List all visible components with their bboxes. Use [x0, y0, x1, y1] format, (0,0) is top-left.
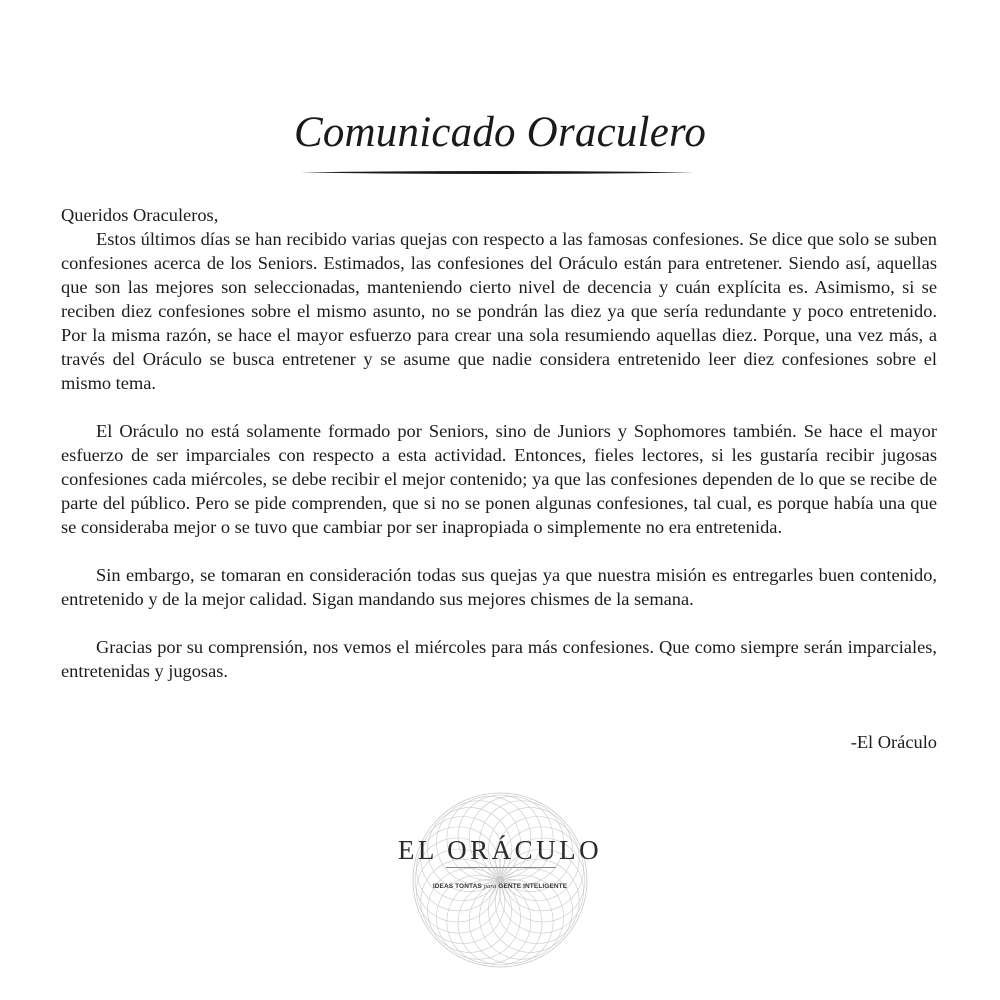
paragraph-4: Gracias por su comprensión, nos vemos el miércoles para más confesiones. Que como siempre serán imparciales, entretenidas y jugosas. — [61, 637, 937, 681]
page-title: Comunicado Oraculero — [293, 109, 707, 156]
tagline-end: GENTE INTELIGENTE — [496, 883, 568, 890]
letter-body — [61, 203, 937, 683]
tagline-mid: para — [483, 883, 497, 890]
title-divider — [300, 170, 694, 175]
logo-name: EL ORÁCULO — [397, 835, 603, 865]
logo-underline — [446, 867, 556, 868]
emblem-ring — [495, 860, 579, 944]
paragraph-1: Estos últimos días se han recibido varias quejas con respecto a las famosas confesiones. Se dice que solo se suben confesiones acerca de los Seniors. Estimados, las confesiones del Oráculo están para entretener. Siendo así, aquellas que son las mejores son seleccionadas, manteniendo cierto nivel de decencia y cuán explícita es. Asimismo, si se reciben diez confesiones sobre el mismo asunto, no se pondrán las diez ya que sería redundante y poco entretenido. Por la misma razón, se hace el mayor esfuerzo para crear una sola resumiendo aquellas diez. Porque, una vez más, a través del Oráculo se busca entretener y se asume que nadie considera entretenido leer diez confesiones sobre el mismo tema. — [61, 229, 937, 393]
signature: -El Oráculo — [850, 732, 937, 752]
emblem-outer-ring — [413, 793, 587, 967]
logo-tagline — [0, 882, 1000, 892]
emblem-ring — [421, 860, 505, 944]
paragraph-3: Sin embargo, se tomaran en consideración todas sus quejas ya que nuestra misión es entregarles buen contenido, entretenido y de la mejor calidad. Sigan mandando sus mejores chismes de la semana. — [61, 565, 937, 609]
spirograph-circle-icon — [400, 770, 600, 990]
tagline-start: IDEAS TONTAS — [432, 883, 484, 890]
paragraph-2: El Oráculo no está solamente formado por Seniors, sino de Juniors y Sophomores también. Se hace el mayor esfuerzo de ser imparciales con respecto a esta actividad. Entonces, fieles lectores, si les gustaría recibir jugosas confesiones cada miércoles, se debe recibir el mejor contenido; ya que las confesiones dependen de lo que se recibe de parte del público. Pero se pide comprenden, que si no se ponen algunas confesiones, tal cual, es porque había una que se consideraba mejor o se tuvo que cambiar por ser inapropiada o simplemente no era entretenida. — [61, 421, 937, 537]
greeting: Queridos Oraculeros, — [61, 205, 219, 225]
